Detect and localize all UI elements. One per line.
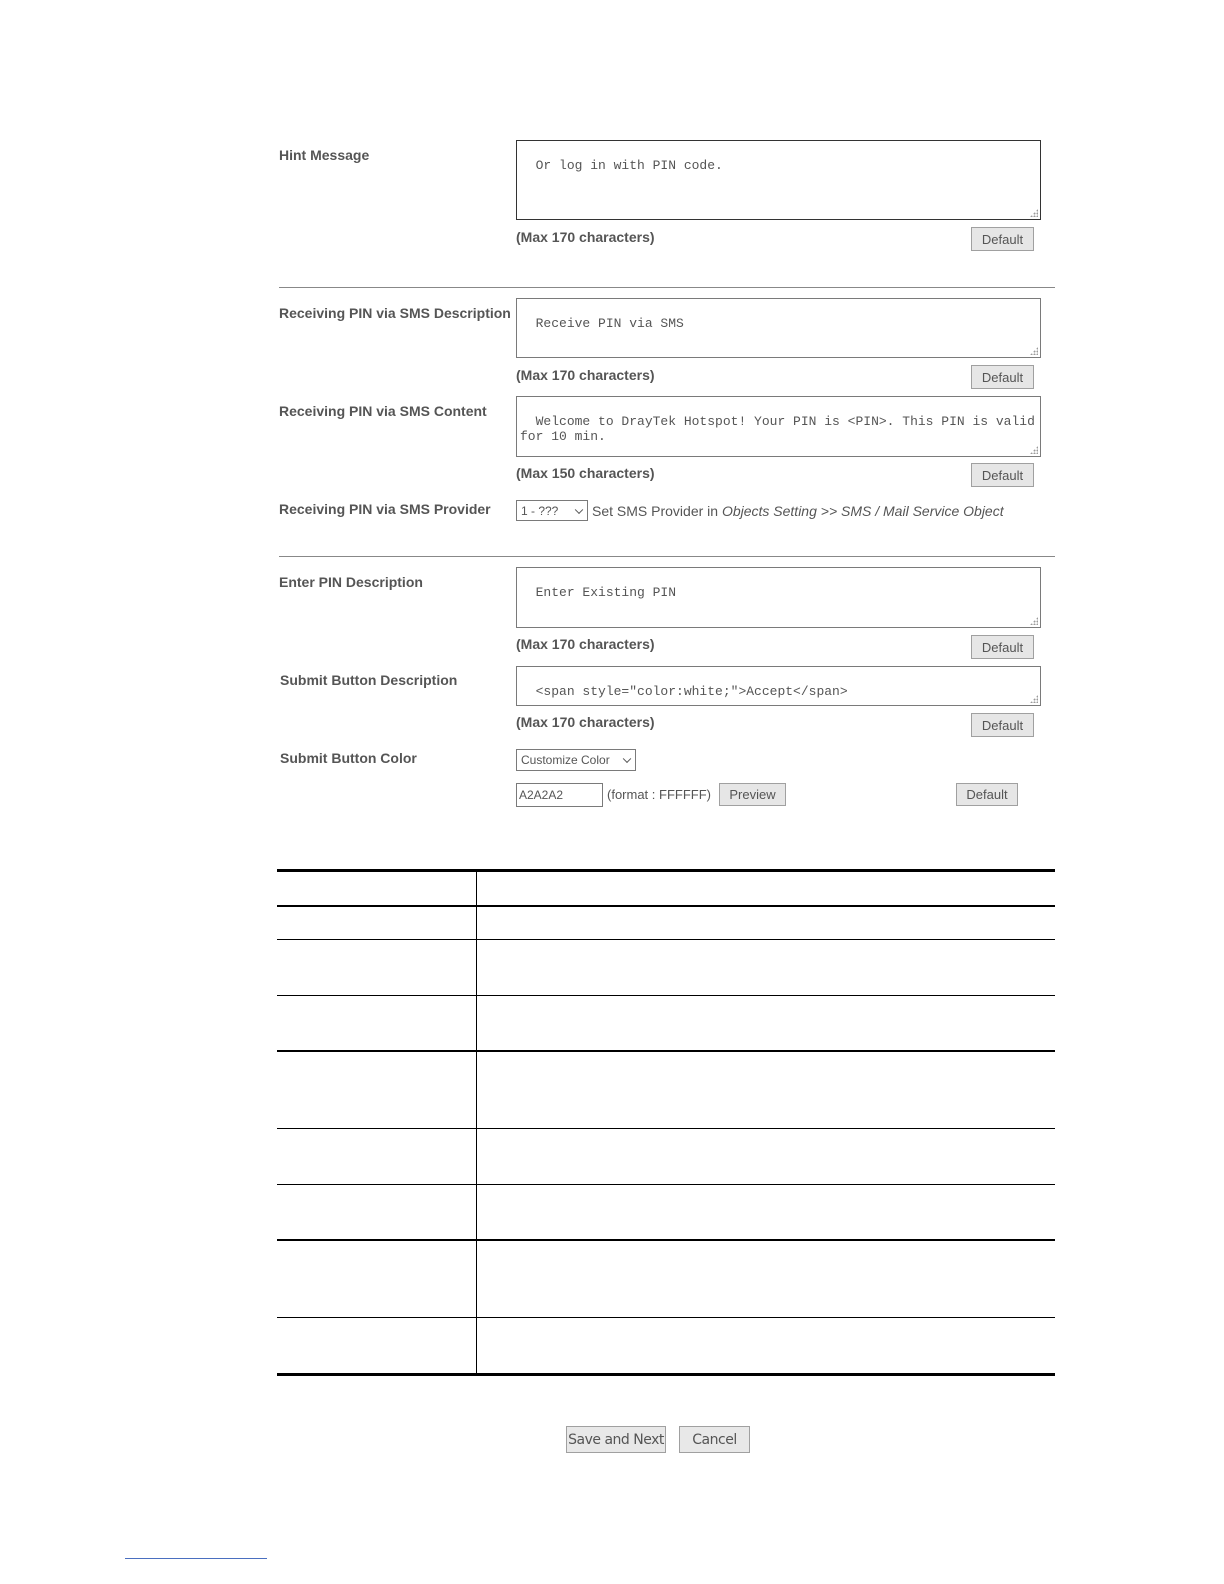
submit-description-textarea[interactable] bbox=[516, 666, 1041, 706]
color-hex-value: A2A2A2 bbox=[519, 788, 564, 802]
submit-color-label: Submit Button Color bbox=[280, 750, 417, 766]
sms-provider-note-prefix: Set SMS Provider in bbox=[592, 503, 722, 519]
table-row-border bbox=[277, 905, 1055, 907]
table-row-border bbox=[277, 1050, 1055, 1052]
submit-color-select[interactable] bbox=[516, 749, 636, 771]
resize-grip-icon[interactable] bbox=[1030, 209, 1038, 217]
enter-pin-max-note: (Max 170 characters) bbox=[516, 636, 655, 652]
sms-provider-selected: 1 - ??? bbox=[521, 503, 559, 518]
table-row-border bbox=[277, 939, 1055, 940]
hint-message-default-button[interactable]: Default bbox=[971, 227, 1034, 251]
table-row-border bbox=[277, 1184, 1055, 1185]
submit-description-label: Submit Button Description bbox=[280, 672, 458, 688]
sms-provider-label: Receiving PIN via SMS Provider bbox=[279, 501, 491, 517]
table-row-border bbox=[277, 1128, 1055, 1129]
hint-message-label: Hint Message bbox=[279, 147, 370, 163]
sms-provider-select[interactable] bbox=[516, 500, 588, 521]
hint-message-textarea[interactable] bbox=[516, 140, 1041, 220]
table-row-border bbox=[277, 1239, 1055, 1241]
sms-provider-note bbox=[592, 503, 1004, 519]
submit-description-value: <span style="color:white;">Accept</span> bbox=[535, 684, 848, 699]
chevron-down-icon bbox=[575, 505, 583, 513]
sms-description-default-button[interactable]: Default bbox=[971, 365, 1034, 389]
enter-pin-value: Enter Existing PIN bbox=[535, 585, 677, 600]
submit-description-max-note: (Max 170 characters) bbox=[516, 714, 655, 730]
footnote-separator bbox=[125, 1558, 267, 1559]
sms-description-textarea[interactable] bbox=[516, 298, 1041, 358]
table-bottom-border bbox=[277, 1373, 1055, 1376]
section-divider bbox=[279, 556, 1055, 557]
sms-content-max-note: (Max 150 characters) bbox=[516, 465, 655, 481]
sms-content-value: Welcome to DrayTek Hotspot! Your PIN is <PIN>. This PIN is valid for 10 min. bbox=[520, 414, 1035, 444]
save-and-next-button[interactable]: Save and Next bbox=[566, 1426, 666, 1453]
preview-button[interactable]: Preview bbox=[719, 783, 786, 806]
enter-pin-textarea[interactable] bbox=[516, 567, 1041, 628]
submit-color-selected: Customize Color bbox=[521, 753, 610, 767]
sms-provider-note-path: Objects Setting >> SMS / Mail Service Object bbox=[721, 503, 1004, 519]
sms-description-max-note: (Max 170 characters) bbox=[516, 367, 655, 383]
table-row-border bbox=[277, 1317, 1055, 1318]
sms-content-default-button[interactable]: Default bbox=[971, 463, 1034, 487]
resize-grip-icon[interactable] bbox=[1030, 695, 1038, 703]
hint-message-value: Or log in with PIN code. bbox=[535, 158, 723, 173]
sms-description-label: Receiving PIN via SMS Description bbox=[279, 305, 511, 321]
enter-pin-default-button[interactable]: Default bbox=[971, 635, 1034, 659]
table-row-border bbox=[277, 995, 1055, 996]
color-hex-input[interactable] bbox=[516, 783, 603, 807]
resize-grip-icon[interactable] bbox=[1030, 617, 1038, 625]
sms-content-textarea[interactable] bbox=[516, 396, 1041, 457]
color-format-note: (format : FFFFFF) bbox=[607, 787, 711, 802]
cancel-button[interactable]: Cancel bbox=[679, 1426, 750, 1453]
sms-description-value: Receive PIN via SMS bbox=[535, 316, 684, 331]
resize-grip-icon[interactable] bbox=[1030, 347, 1038, 355]
table-column-divider bbox=[476, 872, 477, 1374]
enter-pin-label: Enter PIN Description bbox=[279, 574, 423, 590]
table-top-border bbox=[277, 869, 1055, 872]
chevron-down-icon bbox=[623, 755, 631, 763]
submit-description-default-button[interactable]: Default bbox=[971, 713, 1034, 737]
section-divider bbox=[279, 287, 1055, 288]
resize-grip-icon[interactable] bbox=[1030, 446, 1038, 454]
sms-content-label: Receiving PIN via SMS Content bbox=[279, 403, 487, 419]
hint-message-max-note: (Max 170 characters) bbox=[516, 229, 655, 245]
submit-color-default-button[interactable]: Default bbox=[956, 783, 1018, 806]
